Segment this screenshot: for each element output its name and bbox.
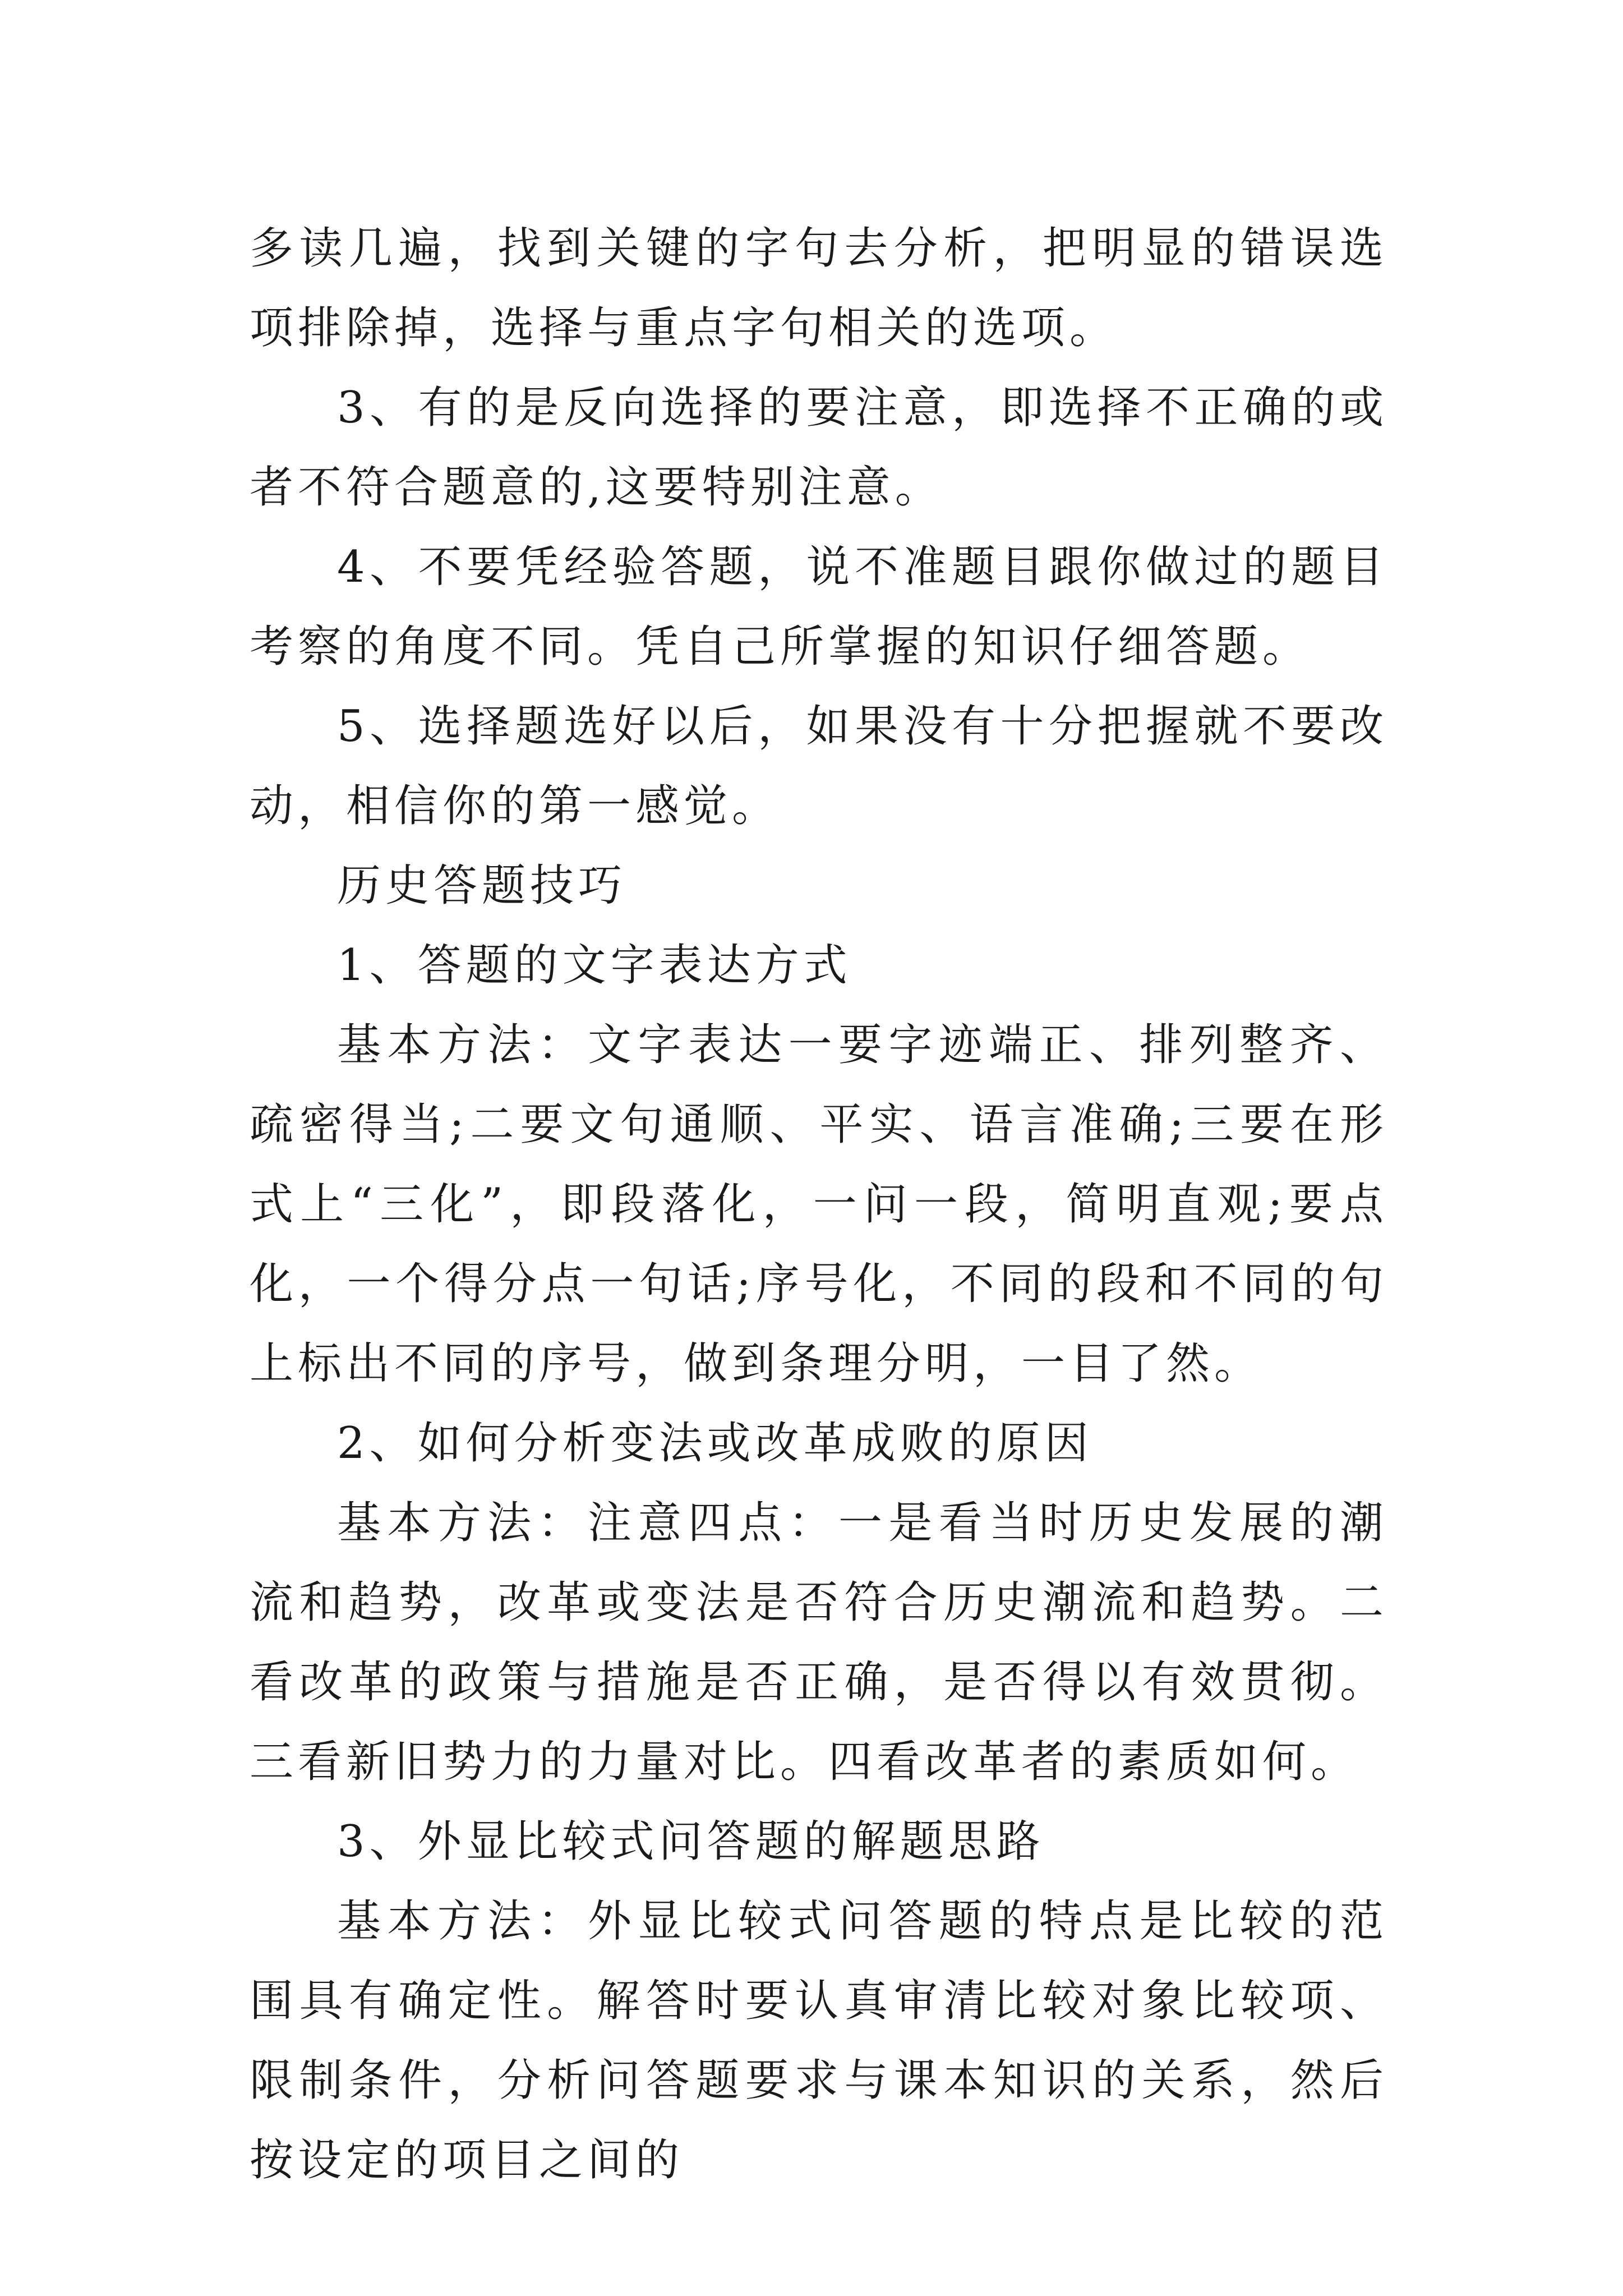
paragraph-continuation: 多读几遍，找到关键的字句去分析，把明显的错误选项排除掉，选择与重点字句相关的选项。 [250,223,1388,353]
subheading-3: 3、外显比较式问答题的解题思路 [337,1816,1045,1867]
section-heading: 历史答题技巧 [337,861,627,911]
document-body [250,209,1388,2200]
subheading-2: 2、如何分析变法或改革成败的原因 [337,1418,1093,1469]
paragraph-method-3: 基本方法：外显比较式问答题的特点是比较的范围具有确定性。解答时要认真审清比较对象比较项、限制条件，分析问答题要求与课本知识的关系，然后按设定的项目之间的 [250,1896,1388,2185]
paragraph-tip-3: 3、有的是反向选择的要注意，即选择不正确的或者不符合题意的,这要特别注意。 [250,383,1388,513]
paragraph-method-1: 基本方法：文字表达一要字迹端正、排列整齐、疏密得当;二要文句通顺、平实、语言准确;三要在形式上“三化”，即段落化，一问一段，简明直观;要点化，一个得分点一句话;序号化，不同的段和不同的句上标出不同的序号，做到条理分明，一目了然。 [250,1020,1388,1389]
subheading-1: 1、答题的文字表达方式 [337,940,852,991]
paragraph-tip-5: 5、选择题选好以后，如果没有十分把握就不要改动，相信你的第一感觉。 [250,701,1388,831]
paragraph-method-2: 基本方法：注意四点：一是看当时历史发展的潮流和趋势，改革或变法是否符合历史潮流和趋势。二看改革的政策与措施是否正确，是否得以有效贯彻。三看新旧势力的力量对比。四看改革者的素质如何。 [250,1498,1388,1787]
paragraph-tip-4: 4、不要凭经验答题，说不准题目跟你做过的题目考察的角度不同。凭自己所掌握的知识仔细答题。 [250,542,1388,672]
